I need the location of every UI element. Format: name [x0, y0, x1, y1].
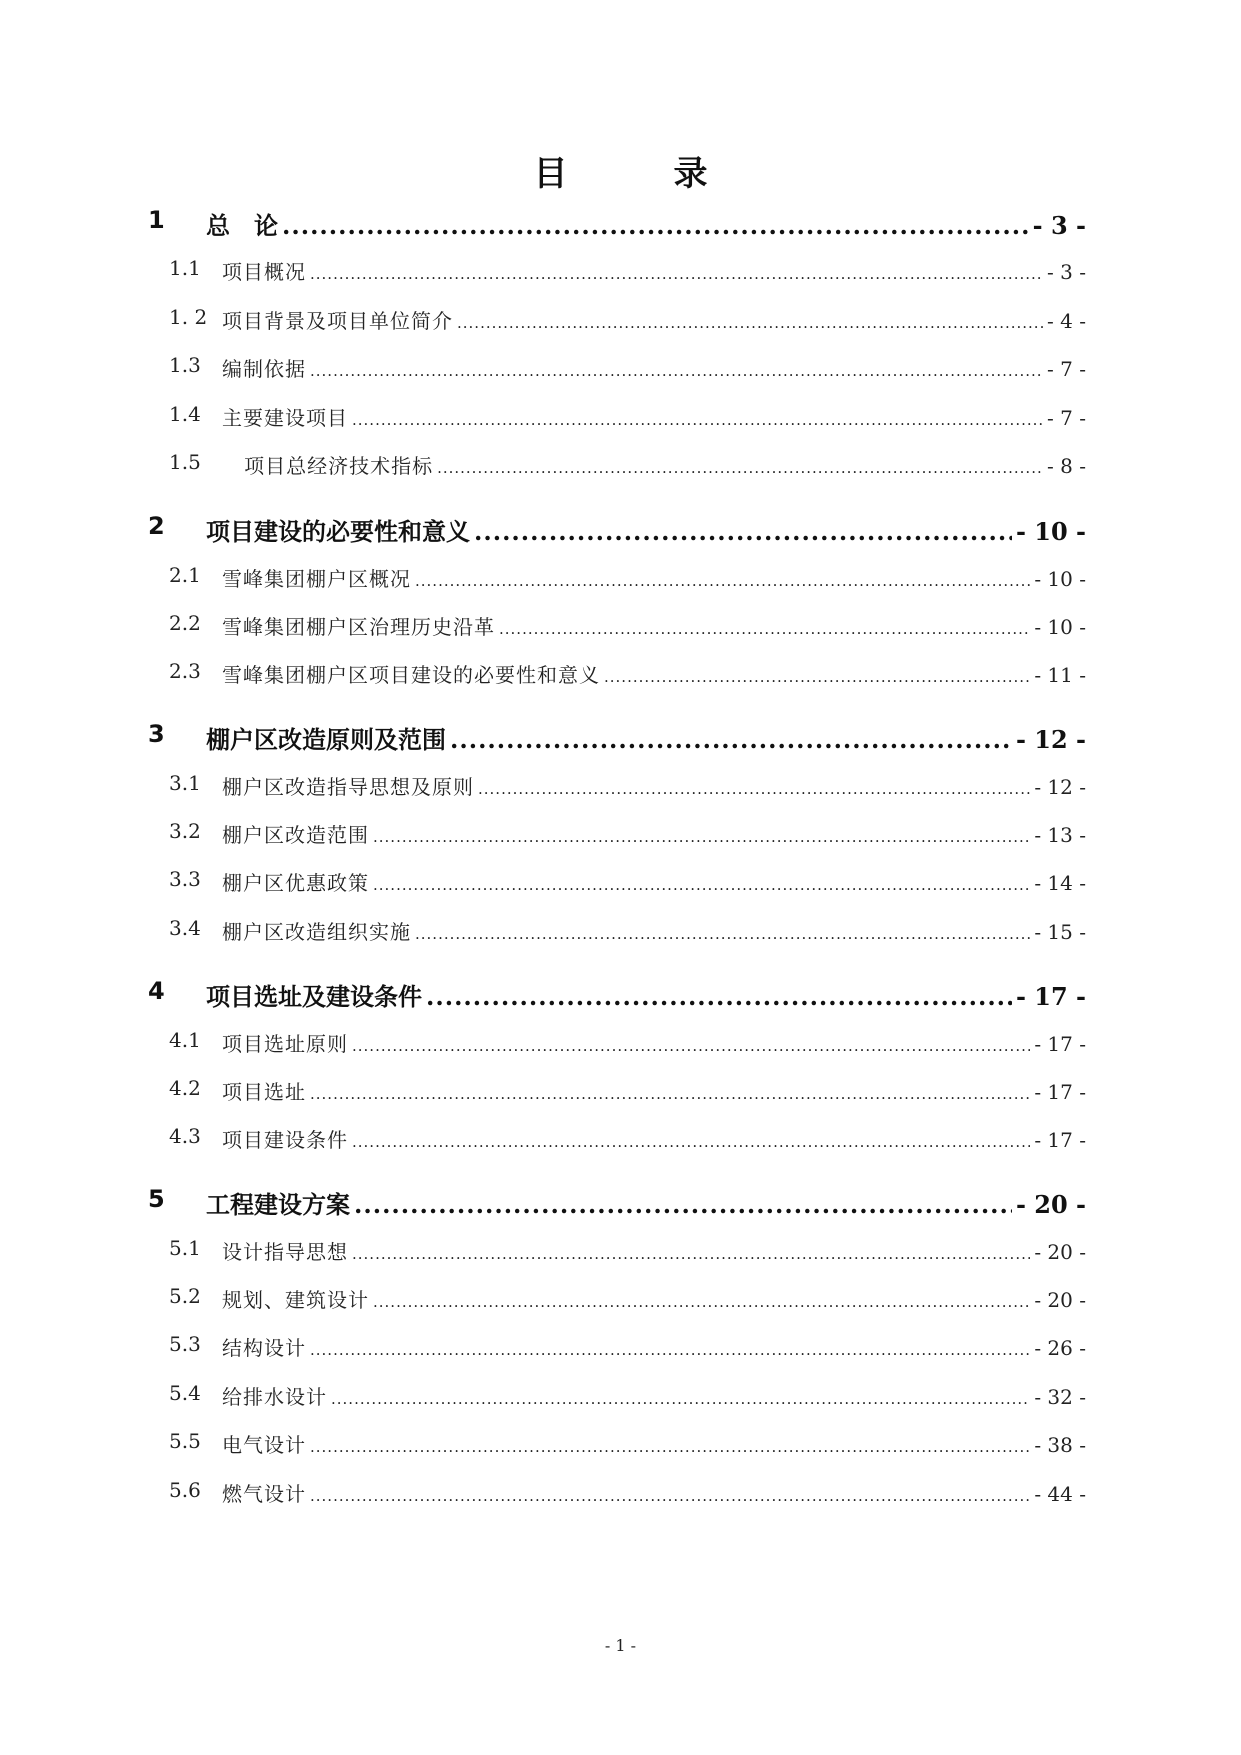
section-number: 3.4 — [169, 916, 201, 940]
page-number: - 20 - — [1034, 1288, 1086, 1312]
leader-dots — [282, 211, 1029, 240]
leader-dots — [415, 567, 1030, 591]
chapter-number: 2 — [148, 512, 165, 540]
leader-dots — [426, 982, 1012, 1011]
page-number: - 10 - — [1034, 615, 1086, 639]
page-number: - 10 - — [1015, 517, 1086, 546]
chapter-title: 总 论 — [206, 212, 278, 240]
page-number: - 26 - — [1034, 1336, 1086, 1360]
page-number: - 12 - — [1015, 725, 1086, 754]
page-number: - 17 - — [1015, 982, 1086, 1011]
section-title: 棚户区优惠政策 — [222, 871, 369, 895]
page-footer: - 1 - — [604, 1636, 637, 1655]
page-title: 目 录 — [533, 154, 744, 194]
section-title: 电气设计 — [222, 1433, 306, 1457]
leader-dots — [373, 871, 1030, 895]
leader-dots — [478, 775, 1030, 799]
chapter-number: 4 — [148, 977, 165, 1005]
chapter-number: 3 — [148, 720, 165, 748]
page-number: - 10 - — [1034, 567, 1086, 591]
page-number: - 3 - — [1032, 211, 1086, 240]
section-title: 项目总经济技术指标 — [222, 454, 434, 478]
chapter-title: 棚户区改造原则及范围 — [206, 726, 446, 754]
section-title: 雪峰集团棚户区项目建设的必要性和意义 — [222, 663, 600, 687]
leader-dots — [310, 260, 1043, 284]
leader-dots — [354, 1190, 1012, 1219]
section-title: 项目概况 — [222, 260, 306, 284]
section-number: 1.3 — [169, 353, 201, 377]
section-title: 棚户区改造组织实施 — [222, 920, 411, 944]
leader-dots — [604, 663, 1030, 687]
page-number: - 4 - — [1047, 309, 1086, 333]
section-title: 主要建设项目 — [222, 406, 348, 430]
section-number: 4.1 — [169, 1028, 201, 1052]
section-number: 5.4 — [169, 1381, 201, 1405]
page-number: - 20 - — [1034, 1240, 1086, 1264]
page-number: - 7 - — [1047, 406, 1086, 430]
section-number: 3.1 — [169, 771, 201, 795]
chapter-number: 1 — [148, 206, 165, 234]
chapter-title: 工程建设方案 — [206, 1191, 350, 1219]
leader-dots — [352, 1128, 1030, 1152]
section-title: 棚户区改造范围 — [222, 823, 369, 847]
leader-dots — [331, 1385, 1030, 1409]
section-title: 给排水设计 — [222, 1385, 327, 1409]
leader-dots — [352, 406, 1043, 430]
section-title: 项目选址原则 — [222, 1032, 348, 1056]
section-title: 雪峰集团棚户区概况 — [222, 567, 411, 591]
leader-dots — [437, 454, 1043, 478]
page-number: - 8 - — [1047, 454, 1086, 478]
section-number: 5.6 — [169, 1478, 201, 1502]
section-title: 项目选址 — [222, 1080, 306, 1104]
section-number: 3.3 — [169, 867, 201, 891]
chapter-title: 项目选址及建设条件 — [206, 983, 422, 1011]
leader-dots — [310, 1336, 1030, 1360]
section-number: 4.2 — [169, 1076, 201, 1100]
leader-dots — [310, 357, 1043, 381]
leader-dots — [474, 517, 1012, 546]
page-number: - 44 - — [1034, 1482, 1086, 1506]
leader-dots — [415, 920, 1030, 944]
page-number: - 13 - — [1034, 823, 1086, 847]
section-title: 结构设计 — [222, 1336, 306, 1360]
page-number: - 7 - — [1047, 357, 1086, 381]
page-number: - 11 - — [1034, 663, 1086, 687]
section-title: 雪峰集团棚户区治理历史沿革 — [222, 615, 495, 639]
section-number: 1.1 — [169, 256, 201, 280]
section-number: 2.2 — [169, 611, 201, 635]
leader-dots — [373, 1288, 1030, 1312]
section-number: 1. 2 — [169, 305, 208, 329]
leader-dots — [310, 1080, 1030, 1104]
page-number: - 17 - — [1034, 1128, 1086, 1152]
leader-dots — [499, 615, 1030, 639]
chapter-number: 5 — [148, 1185, 165, 1213]
leader-dots — [310, 1482, 1030, 1506]
section-title: 燃气设计 — [222, 1482, 306, 1506]
leader-dots — [457, 309, 1043, 333]
section-title: 规划、建筑设计 — [222, 1288, 369, 1312]
leader-dots — [352, 1032, 1030, 1056]
page-number: - 17 - — [1034, 1032, 1086, 1056]
section-title: 项目建设条件 — [222, 1128, 348, 1152]
leader-dots — [310, 1433, 1030, 1457]
section-number: 4.3 — [169, 1124, 201, 1148]
section-number: 1.5 — [169, 450, 201, 474]
leader-dots — [373, 823, 1030, 847]
section-number: 1.4 — [169, 402, 201, 426]
page-number: - 14 - — [1034, 871, 1086, 895]
section-number: 5.1 — [169, 1236, 201, 1260]
section-number: 5.2 — [169, 1284, 201, 1308]
leader-dots — [352, 1240, 1030, 1264]
section-title: 项目背景及项目单位简介 — [222, 309, 453, 333]
page-number: - 32 - — [1034, 1385, 1086, 1409]
section-title: 编制依据 — [222, 357, 306, 381]
page-number: - 17 - — [1034, 1080, 1086, 1104]
page-number: - 38 - — [1034, 1433, 1086, 1457]
section-title: 棚户区改造指导思想及原则 — [222, 775, 474, 799]
section-number: 5.5 — [169, 1429, 201, 1453]
section-number: 5.3 — [169, 1332, 201, 1356]
chapter-title: 项目建设的必要性和意义 — [206, 518, 470, 546]
page-number: - 15 - — [1034, 920, 1086, 944]
page-number: - 20 - — [1015, 1190, 1086, 1219]
section-number: 3.2 — [169, 819, 201, 843]
section-number: 2.3 — [169, 659, 201, 683]
page-number: - 12 - — [1034, 775, 1086, 799]
section-title: 设计指导思想 — [222, 1240, 348, 1264]
leader-dots — [450, 725, 1012, 754]
page-number: - 3 - — [1047, 260, 1086, 284]
section-number: 2.1 — [169, 563, 201, 587]
